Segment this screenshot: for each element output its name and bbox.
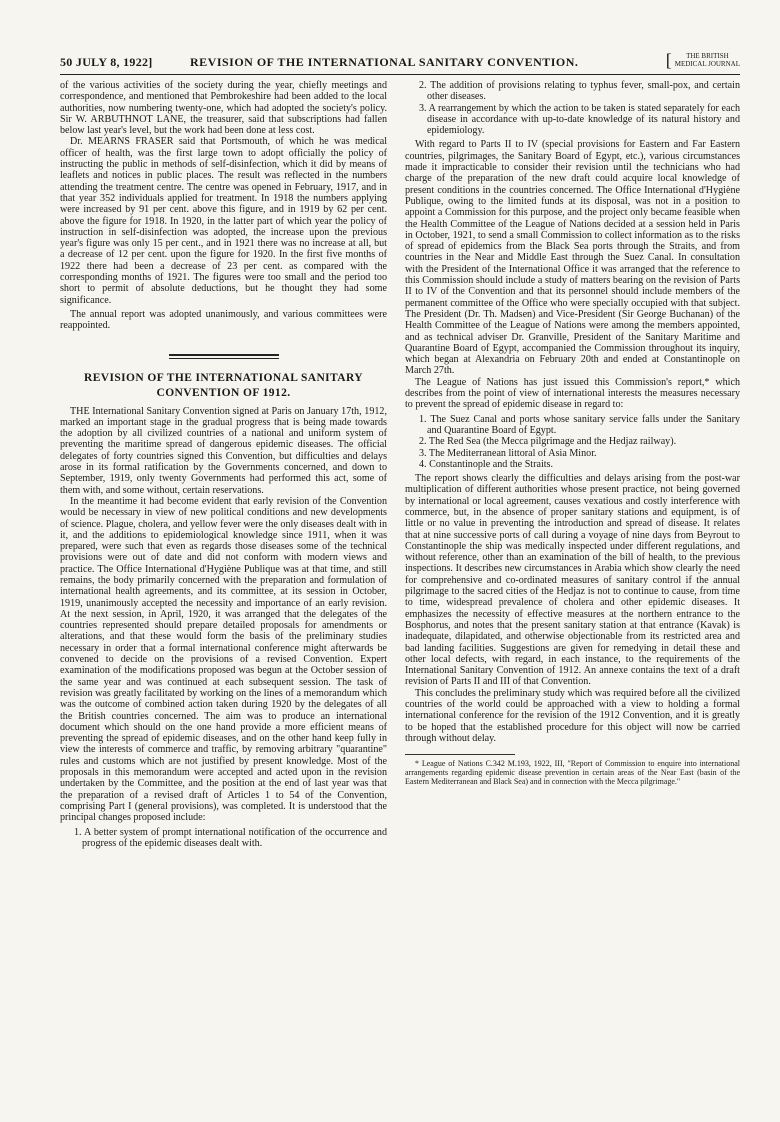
- list-item: 1. A better system of prompt international notification of the occurrence and progress of the epidemic diseases dealt with.: [74, 826, 387, 849]
- left-column: [60, 80, 387, 849]
- paragraph: The League of Nations has just issued this Commission's report,* which describes from the point of view of international interests the measures necessary to prevent the spread of epidemic disease in regard to:: [405, 376, 740, 411]
- paragraph: THE International Sanitary Convention signed at Paris on January 17th, 1912, marked an important stage in the gradual progress that is being made towards the adoption by all civilized countries of a national and uniform system of preventing the maritime spread of dangerous epidemic diseases. The official delegates of forty countries signed this Convention, but difficulties and delays arose in its formal ratification by the Governments concerned, and down to September, 1919, only twenty Governments had performed this act, some of them with, and some without, certain reservations.: [60, 405, 387, 496]
- list-item: 3. The Mediterranean littoral of Asia Minor.: [419, 447, 597, 459]
- journal-name-line2: MEDICAL JOURNAL: [674, 60, 740, 68]
- section-heading-line1: REVISION OF THE INTERNATIONAL SANITARY: [84, 371, 363, 384]
- paragraph: In the meantime it had become evident that early revision of the Convention would be necessary in view of new political conditions and new developments of science. Plague, cholera, and yellow fever were the only diseases dealt with in it, and the additions to epidemiological knowledge since 1911, when it was prepared, were such that even as regards those diseases some of the technical provisions were out of date and did not conform with modern views and practice. The Office International d'Hygiène Publique was at that time, and still remains, the body primarily concerned with the preparation and formulation of international health agreements, and its committee, at its session in October, 1919, unanimously accepted the necessity and importance of an early revision. At the next session, in April, 1920, it was arranged that the delegates of the countries represented should prepare detailed proposals for amendments or alterations, and that these would form the basis of the preliminary studies necessary in order that a formal international conference might afterwards be convened to decide on the provisions of a revised Convention. Expert examination of the modifications proposed was begun at the October session of the same year and was continued at each subsequent session. The task of revision was greatly facilitated by working on the lines of a memorandum which was the outcome of combined action taken during 1920 by the delegates of all the British countries concerned. The aim was to produce an international document which should on the one hand provide a more efficient means of preventing the spread of epidemic diseases, and on the other hand keep fully in view the interests of commerce and traffic, by removing arbitrary "quarantine" rules and customs which are not justified by present knowledge. Most of the proposals in this memorandum were accepted and acted upon in the revision undertaken by the Committee, and the position at the end of last year was that the preparation of a revised draft of Articles 1 to 54 of the Convention, comprising Part I (general provisions), was completed. It is understood that the principal changes proposed include:: [60, 495, 387, 824]
- page-number-date: 50 JULY 8, 1922]: [60, 55, 153, 69]
- section-heading: [60, 371, 387, 401]
- paragraph: The annual report was adopted unanimously, and various committees were reappointed.: [60, 308, 387, 332]
- list-item: 4. Constantinople and the Straits.: [419, 458, 554, 470]
- list-item: 3. A rearrangement by which the action to be taken is stated separately for each disease in accordance with up-to-date knowledge of its natural history and epidemiology.: [419, 102, 740, 137]
- footnote-divider: [405, 754, 515, 755]
- paragraph: This concludes the preliminary study which was required before all the civilized countries of the world could be approached with a view to holding a formal international conference for the revision of the 1912 Convention, and it is greatly to be hoped that the established procedure for this object will now be carried through without delay.: [405, 687, 740, 744]
- footnote: * League of Nations C.342 M.193, 1922, III, "Report of Commission to enquire into international arrangements regarding epidemic disease prevention in certain areas of the Near East (basin of the Eastern Mediterranean and Black Sea) and in connection with the Mecca pilgrimage.": [405, 759, 740, 787]
- running-title: REVISION OF THE INTERNATIONAL SANITARY CONVENTION.: [190, 55, 579, 69]
- right-column: [405, 80, 740, 786]
- section-divider: [169, 354, 279, 359]
- list-item: 1. The Suez Canal and ports whose sanitary service falls under the Sanitary and Quarantine Board of Egypt.: [419, 413, 740, 436]
- paragraph: Dr. MEARNS FRASER said that Portsmouth, of which he was medical officer of health, was the first large town to adopt officially the policy of instructing the public in methods of self-disinfection, which it did by means of leaflets and notices in public places. The result was reflected in the numbers attending the treatment centre. The centre was opened in February, 1917, and in that year 352 individuals applied for treatment. In 1918 the numbers applying were increased by 91 per cent. above this figure, and in 1919 by 62 per cent. above the figure for 1918. In 1920, in the latter part of which year the policy of instruction in self-disinfection was adopted, the increase upon the previous year's figure was only 15 per cent., and in 1921 there was no increase at all, but a decrease of 12 per cent. upon the figure for 1920. In the first five months of 1922 there had been a decrease of 23 per cent. as compared with the corresponding months of 1921. The figures were too small and the period too short to permit of absolute deductions, but he thought they had some significance.: [60, 136, 387, 306]
- paragraph: of the various activities of the society during the year, chiefly meetings and correspondence, and mentioned that Pembrokeshire had been added to the local authorities, now numbering twenty-one, which had adopted the society's policy. Sir W. ARBUTHNOT LANE, the treasurer, said that subscriptions had fallen below last year's level, but the work had been done at less cost.: [60, 80, 387, 137]
- journal-name: [665, 50, 740, 70]
- bracket-glyph: [: [665, 50, 672, 70]
- paragraph: The report shows clearly the difficulties and delays arising from the post-war multiplication of different authorities whose present practice, not being governed by international or local agreement, causes vexatious and costly interference with commerce, but, in the absence of proper sanitary stations and equipment, is of little or no value in preventing the introduction and spread of disease. It relates that at nine successive ports of call during a voyage of nine days from Beyrout to Constantinople the ship was medically inspected under different regulations, and without reference, other than an examination of the bill of health, to the previous inspections. It describes new circumstances in Arabia which show clearly the need for comprehensive and co-ordinated measures of sanitary control if the annual pilgrimage to the sacred cities of the Hedjaz is not to continue to cause, from time to time, widespread prevalence of cholera and other epidemic diseases. It emphasizes the necessity of effective measures at the northern entrance to the Bosphorus, and notes that the present sanitary station at that entrance (Kavak) is inadequate, dilapidated, and otherwise objectionable from its restricted area and bad landing facilities. Suggestions are given for remedying in detail these and other local defects, with regard, in each instance, to the requirements of the International Sanitary Convention of 1912. An annexe contains the text of a draft revision of Parts II and III of that Convention.: [405, 473, 740, 688]
- paragraph: With regard to Parts II to IV (special provisions for Eastern and Far Eastern countries, pilgrimages, the Sanitary Board of Egypt, etc.), various circumstances made it impracticable to consider their revision until the technicians who had charge of the preparation of the new draft could acquire local knowledge of present conditions in the countries concerned. The Office International d'Hygiène Publique, owing to the limited funds at its disposal, was not in a position to appoint a Commission for this purpose, and the project only became feasible when the Health Committee of the League of Nations decided at a session held in Paris in October, 1921, to send a small Commission to collect information as to the risks of spread of epidemics from the Black Sea ports through the Straits, and from countries in the Near and Middle East through the Suez Canal. In consultation with the President of the International Office it was arranged that the reference to this Commission should include a study of matters bearing on the revision of Parts II to IV of the Convention and that its personnel should include members of the permanent committee of the Office who were specially occupied with that subject. The President (Dr. Th. Madsen) and Vice-President (Sir George Buchanan) of the Health Committee of the League of Nations were among the members appointed, and as technical adviser Dr. Granville, President of the Sanitary Maritime and Quarantine Board of Egypt, accompanied the Commission throughout its inquiry, which began at Alexandria on February 20th and ended at Constantinople on March 27th.: [405, 139, 740, 377]
- section-heading-line2: CONVENTION OF 1912.: [156, 386, 291, 399]
- page-header: [60, 52, 740, 75]
- journal-name-line1: THE BRITISH: [686, 52, 729, 60]
- list-item: 2. The addition of provisions relating to typhus fever, small-pox, and certain other diseases.: [419, 80, 740, 103]
- list-item: 2. The Red Sea (the Mecca pilgrimage and the Hedjaz railway).: [419, 436, 677, 448]
